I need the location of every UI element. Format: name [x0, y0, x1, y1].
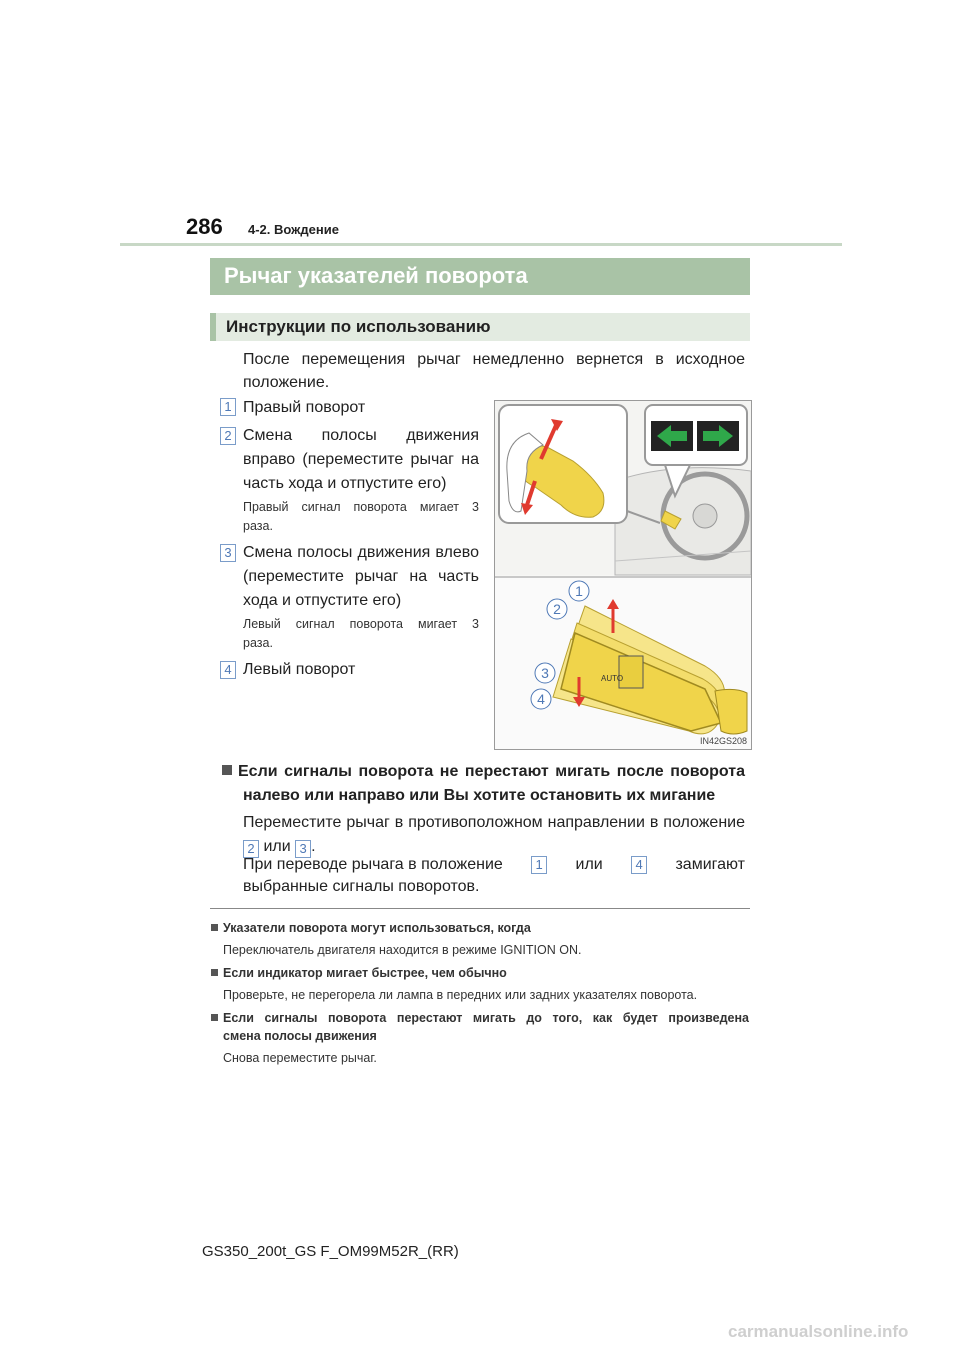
stop-line-3-a: При переводе рычага в положение [243, 856, 503, 873]
ref-4: 4 [631, 856, 647, 874]
subtitle-accent [210, 313, 216, 341]
item-3-note-1: Левый сигнал поворота мигает 3 [243, 617, 479, 631]
stop-heading-line-2: налево или направо или Вы хотите остановить их мигание [243, 787, 716, 804]
item-2-line-3: часть хода и отпустите его) [243, 475, 447, 492]
bullet-square [222, 765, 232, 775]
item-number-4: 4 [220, 661, 236, 679]
bullet-square [211, 1014, 218, 1021]
ref-2: 2 [243, 840, 259, 858]
bullet-square [211, 924, 218, 931]
note-2-text: Проверьте, не перегорела ли лампа в передних или задних указателях поворота. [223, 988, 698, 1002]
stop-line-3 [243, 853, 745, 876]
item-3-line-1: Смена полосы движения влево [243, 544, 479, 561]
stop-heading-text-1: Если сигналы поворота не перестают мигать после поворота [238, 763, 745, 780]
footer-model-code: GS350_200t_GS F_OM99M52R_(RR) [202, 1243, 459, 1260]
item-2-note-2: раза. [243, 519, 273, 533]
note-2-heading [211, 963, 507, 983]
section-title: 4-2. Вождение [248, 222, 339, 237]
note-3-heading-line-2: смена полосы движения [223, 1029, 377, 1043]
item-number-1: 1 [220, 398, 236, 416]
item-4-text: Левый поворот [243, 661, 356, 678]
subtitle: Инструкции по использованию [226, 317, 491, 336]
label-2: 2 [553, 601, 561, 617]
note-2-heading-text: Если индикатор мигает быстрее, чем обычно [223, 966, 507, 980]
period: . [311, 838, 316, 855]
lever-auto-label: AUTO [601, 674, 624, 683]
item-2-line-2: вправо (переместите рычаг на [243, 451, 479, 468]
item-number-2: 2 [220, 427, 236, 445]
item-number-3: 3 [220, 544, 236, 562]
label-4: 4 [537, 691, 545, 707]
ref-1: 1 [531, 856, 547, 874]
or-text-2: или [575, 856, 603, 873]
lever-switch [619, 656, 643, 688]
stop-line-4: выбранные сигналы поворотов. [243, 878, 480, 895]
page-number: 286 [186, 214, 223, 239]
stop-line-1: Переместите рычаг в противоположном направлении в положение [243, 814, 745, 831]
note-3-heading [211, 1008, 749, 1028]
item-3-line-2: (переместите рычаг на часть [243, 568, 479, 585]
or-text-1: или [263, 838, 291, 855]
note-3-text: Снова переместите рычаг. [223, 1051, 377, 1065]
header-rule [120, 243, 842, 246]
stop-line-3-b: замигают [675, 856, 745, 873]
turn-signal-illustration [494, 400, 752, 750]
note-3-heading-text: Если сигналы поворота перестают мигать до того, как будет произведена [223, 1011, 749, 1025]
page-title: Рычаг указателей поворота [224, 263, 528, 288]
item-1-text: Правый поворот [243, 399, 366, 416]
item-2-line-1: Смена полосы движения [243, 427, 479, 444]
figure-code: IN42GS208 [699, 736, 747, 746]
intro-text: После перемещения рычаг немедленно вернется в исходное положение. [243, 351, 745, 391]
bullet-square [211, 969, 218, 976]
steering-hub [693, 504, 717, 528]
label-3: 3 [541, 665, 549, 681]
subtitle-bar [210, 313, 750, 341]
note-1-heading [211, 918, 531, 938]
ref-3: 3 [295, 840, 311, 858]
page-title-bar [210, 258, 750, 295]
stop-heading-line-1 [222, 760, 745, 783]
watermark: carmanualsonline.info [728, 1322, 909, 1341]
label-1: 1 [575, 583, 583, 599]
item-2-note-1: Правый сигнал поворота мигает 3 [243, 500, 479, 514]
note-1-text: Переключатель двигателя находится в режиме IGNITION ON. [223, 943, 582, 957]
notes-rule [210, 908, 750, 909]
note-1-heading-text: Указатели поворота могут использоваться, когда [223, 921, 531, 935]
item-3-line-3: хода и отпустите его) [243, 592, 402, 609]
illustration-svg [495, 401, 751, 749]
item-3-note-2: раза. [243, 636, 273, 650]
